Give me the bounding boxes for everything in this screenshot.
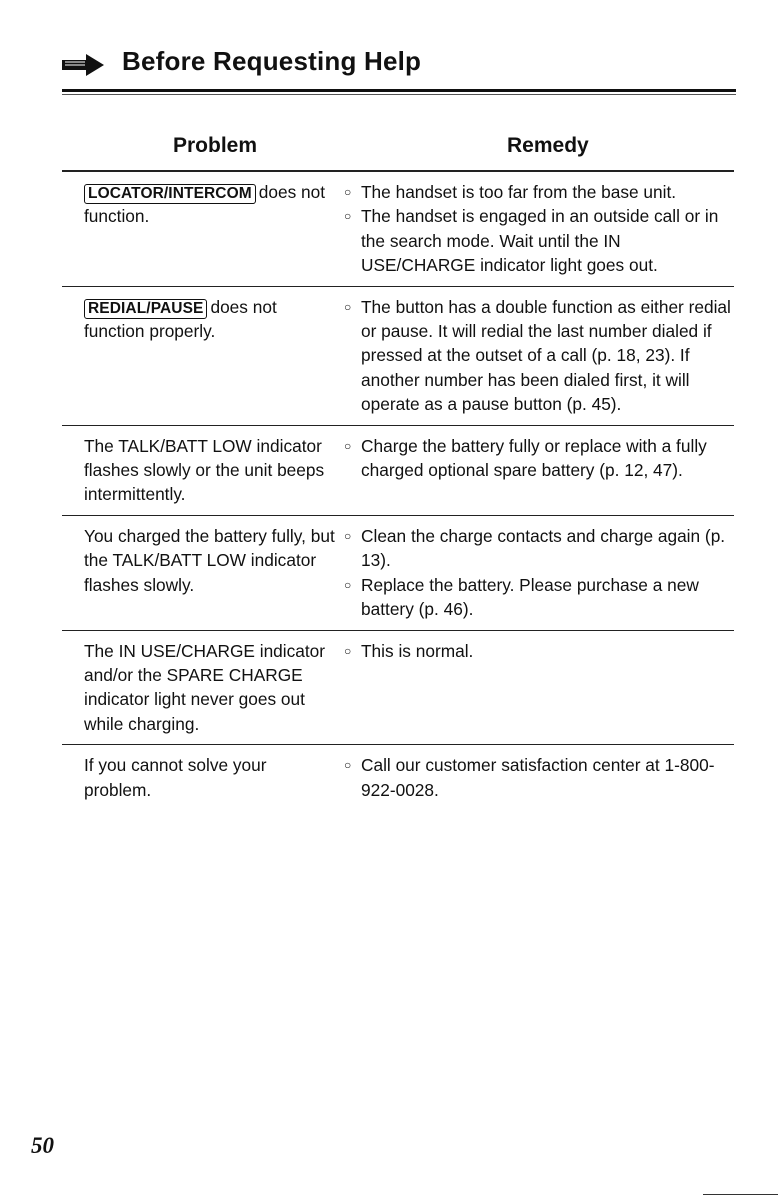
bullet-icon: ○: [344, 528, 352, 543]
page-header: [62, 44, 738, 84]
remedy-cell: [335, 639, 734, 737]
remedy-cell: [335, 180, 734, 278]
arrow-icon: [62, 53, 106, 77]
corner-rule: [703, 1194, 778, 1195]
table-row: [62, 286, 734, 425]
header-rule-thin: [62, 94, 736, 95]
problem-text: does not function.: [84, 182, 326, 227]
remedy-item: [335, 573, 734, 622]
header-rule: [62, 89, 736, 92]
problem-cell: [62, 180, 335, 278]
page-title: Before Requesting Help: [122, 46, 422, 76]
table-row: [62, 425, 734, 515]
troubleshooting-table: [62, 170, 734, 810]
table-row: [62, 630, 734, 745]
bullet-icon: ○: [344, 299, 352, 314]
problem-cell: If you cannot solve your problem.: [84, 755, 267, 800]
bullet-icon: ○: [344, 577, 352, 592]
remedy-item: [335, 295, 734, 417]
remedy-text: Replace the battery. Please purchase a new battery (p. 46).: [361, 574, 699, 620]
bullet-icon: ○: [344, 758, 352, 773]
page-number: 50: [31, 1133, 54, 1158]
remedy-item: [335, 524, 734, 573]
remedy-item: [335, 180, 734, 204]
remedy-cell: [335, 753, 734, 802]
table-row: [62, 170, 734, 286]
redial-pause-key: REDIAL/PAUSE: [84, 299, 207, 319]
remedy-item: [335, 434, 734, 483]
remedy-text: Charge the battery fully or replace with a fully charged optional spare battery (p. 12, 47).: [361, 435, 707, 481]
remedy-text: This is normal.: [361, 640, 474, 661]
column-header-problem: Problem: [173, 134, 258, 157]
bullet-icon: ○: [344, 209, 352, 224]
locator-intercom-key: LOCATOR/INTERCOM: [84, 184, 256, 204]
problem-cell: You charged the battery fully, but the TALK/BATT LOW indicator flashes slowly.: [84, 525, 335, 595]
remedy-item: [335, 753, 734, 802]
remedy-cell: [335, 295, 734, 417]
remedy-cell: [335, 434, 734, 507]
bullet-icon: ○: [344, 438, 352, 453]
remedy-text: Call our customer satisfaction center at 1-800-922-0028.: [361, 755, 715, 800]
problem-text: does not function properly.: [84, 296, 277, 342]
table-row: [62, 744, 734, 810]
column-header-remedy: Remedy: [507, 134, 589, 157]
remedy-cell: [335, 524, 734, 622]
remedy-item: [335, 204, 734, 277]
remedy-item: [335, 639, 734, 663]
remedy-text: Clean the charge contacts and charge again (p. 13).: [361, 525, 726, 571]
table-row: [62, 515, 734, 630]
problem-cell: The TALK/BATT LOW indicator flashes slowly or the unit beeps intermittently.: [84, 435, 325, 505]
remedy-text: The handset is too far from the base unit.: [361, 182, 677, 202]
problem-cell: The IN USE/CHARGE indicator and/or the SPARE CHARGE indicator light never goes out while charging.: [84, 640, 326, 734]
bullet-icon: ○: [344, 185, 352, 199]
problem-cell: [62, 295, 335, 417]
bullet-icon: ○: [344, 643, 352, 658]
remedy-text: The handset is engaged in an outside call or in the search mode. Wait until the IN USE/CHARGE indicator light goes out.: [361, 206, 719, 276]
remedy-text: The button has a double function as either redial or pause. It will redial the last number dialed if pressed at the outset of a call (p. 18, 23). If another number has been dialed first, it will operate as a pause button (p. 45).: [361, 296, 731, 415]
